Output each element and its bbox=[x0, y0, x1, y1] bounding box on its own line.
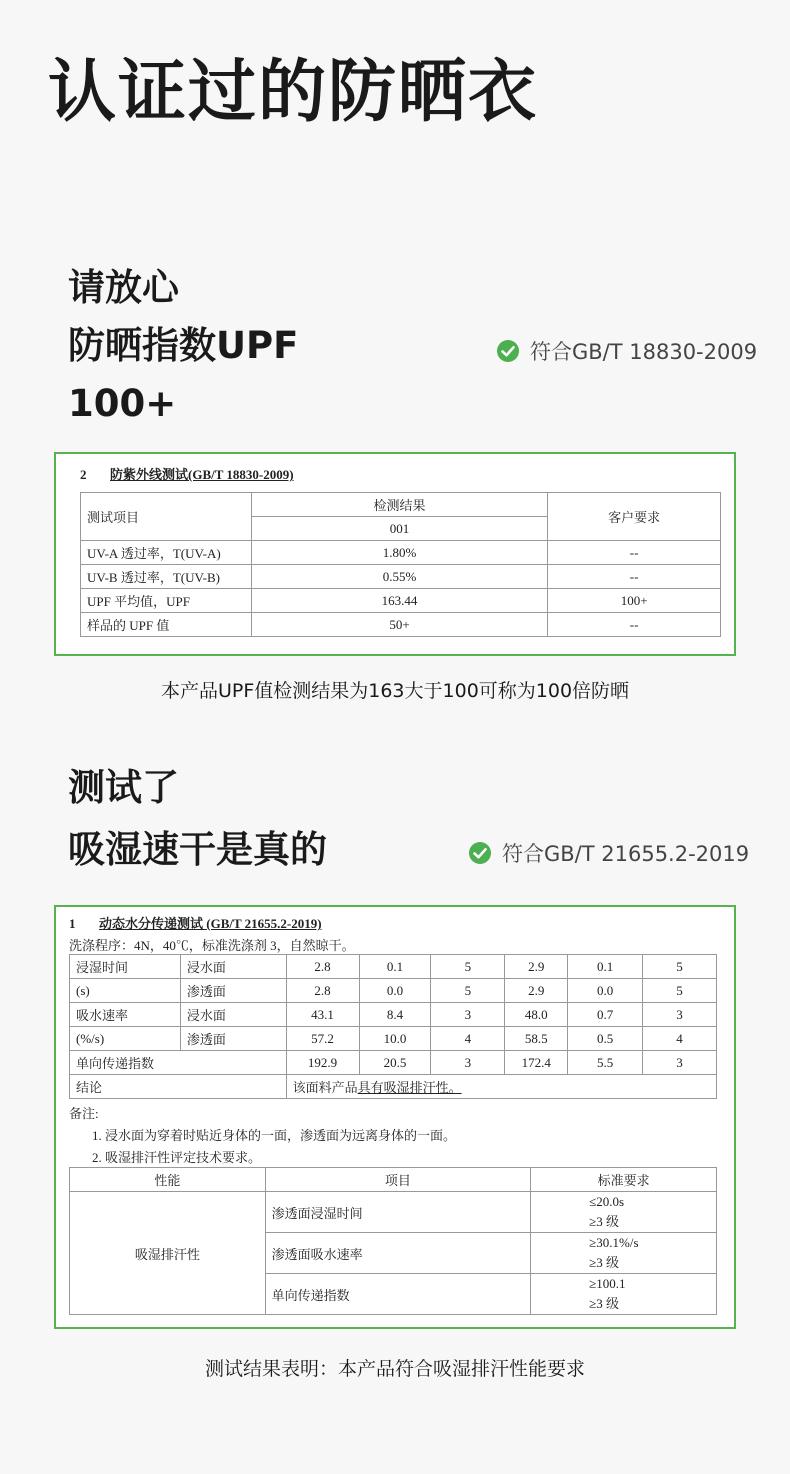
row-result: 163.44 bbox=[251, 589, 548, 613]
std-requirement bbox=[531, 1192, 717, 1233]
upf-result-table bbox=[80, 492, 721, 637]
moisture-report-heading bbox=[69, 913, 322, 932]
note-2: 2. 吸湿排汗性评定技术要求。 bbox=[92, 1150, 262, 1165]
std-col-item: 项目 bbox=[265, 1168, 531, 1192]
cell: 57.2 bbox=[286, 1027, 359, 1051]
col-result: 检测结果 bbox=[251, 493, 548, 517]
std-req-grade: ≥3 级 bbox=[589, 1255, 620, 1270]
std-requirement bbox=[531, 1233, 717, 1274]
table-row bbox=[70, 1192, 717, 1233]
check-circle-icon bbox=[468, 841, 492, 865]
std-req-value: ≤20.0s bbox=[589, 1194, 625, 1209]
moisture-report-number: 1 bbox=[69, 916, 76, 931]
wash-procedure: 洗涤程序：4N，40℃，标准洗涤剂 3，自然晾干。 bbox=[69, 938, 355, 953]
std-req-grade: ≥3 级 bbox=[589, 1296, 620, 1311]
cell: 3 bbox=[643, 1051, 717, 1075]
upf-report-number: 2 bbox=[80, 467, 87, 482]
cell: 4 bbox=[431, 1027, 505, 1051]
std-item: 渗透面浸湿时间 bbox=[265, 1192, 531, 1233]
cell: 43.1 bbox=[286, 1003, 359, 1027]
row-item: UPF 平均值，UPF bbox=[81, 589, 252, 613]
absorb-rate-label: 吸水速率 bbox=[70, 1003, 181, 1027]
cell: 48.0 bbox=[505, 1003, 568, 1027]
table-row bbox=[70, 955, 717, 979]
conclusion-label: 结论 bbox=[70, 1075, 287, 1099]
cell: 5.5 bbox=[568, 1051, 643, 1075]
cell: 0.1 bbox=[568, 955, 643, 979]
col-test-item: 测试项目 bbox=[81, 493, 252, 541]
cell: 0.0 bbox=[359, 979, 431, 1003]
cell: 0.7 bbox=[568, 1003, 643, 1027]
upf-standard-badge bbox=[496, 336, 757, 366]
row-result: 50+ bbox=[251, 613, 548, 637]
upf-standard-text: 符合GB/T 18830-2009 bbox=[530, 340, 758, 364]
cell: 10.0 bbox=[359, 1027, 431, 1051]
cell: 5 bbox=[431, 955, 505, 979]
upf-report-heading bbox=[80, 464, 294, 483]
table-row bbox=[70, 1027, 717, 1051]
std-col-performance: 性能 bbox=[70, 1168, 266, 1192]
cell: 3 bbox=[431, 1003, 505, 1027]
std-col-requirement: 标准要求 bbox=[531, 1168, 717, 1192]
cell: 2.9 bbox=[505, 979, 568, 1003]
table-row bbox=[70, 1075, 717, 1099]
cell: 20.5 bbox=[359, 1051, 431, 1075]
row-item: UV-A 透过率，T(UV-A) bbox=[81, 541, 252, 565]
std-req-grade: ≥3 级 bbox=[589, 1214, 620, 1229]
moisture-standard-badge bbox=[468, 838, 749, 868]
cell: 0.1 bbox=[359, 955, 431, 979]
upf-heading-line2: 防晒指数UPF bbox=[68, 324, 299, 367]
face-label: 渗透面 bbox=[180, 1027, 286, 1051]
absorb-rate-unit: (%/s) bbox=[70, 1027, 181, 1051]
moisture-caption: 测试结果表明：本产品符合吸湿排汗性能要求 bbox=[204, 1358, 585, 1380]
cell: 58.5 bbox=[505, 1027, 568, 1051]
table-row bbox=[81, 613, 721, 637]
page-title: 认证过的防晒衣 bbox=[48, 53, 539, 132]
cell: 0.5 bbox=[568, 1027, 643, 1051]
col-requirement: 客户要求 bbox=[548, 493, 721, 541]
moisture-heading-line1: 测试了 bbox=[68, 766, 179, 809]
cell: 5 bbox=[431, 979, 505, 1003]
wet-time-unit: (s) bbox=[70, 979, 181, 1003]
row-requirement: -- bbox=[548, 565, 721, 589]
check-circle-icon bbox=[496, 339, 520, 363]
row-requirement: -- bbox=[548, 613, 721, 637]
table-row bbox=[70, 979, 717, 1003]
upf-heading-line1: 请放心 bbox=[68, 266, 179, 309]
moisture-test-report bbox=[54, 905, 736, 1329]
row-result: 0.55% bbox=[251, 565, 548, 589]
cell: 5 bbox=[643, 979, 717, 1003]
cell: 2.9 bbox=[505, 955, 568, 979]
moisture-heading-line2: 吸湿速干是真的 bbox=[68, 828, 327, 871]
cell: 4 bbox=[643, 1027, 717, 1051]
row-result: 1.80% bbox=[251, 541, 548, 565]
row-requirement: 100+ bbox=[548, 589, 721, 613]
face-label: 浸水面 bbox=[180, 955, 286, 979]
upf-report-title: 防紫外线测试(GB/T 18830-2009) bbox=[110, 467, 294, 482]
cell: 192.9 bbox=[286, 1051, 359, 1075]
standard-requirement-table bbox=[69, 1167, 717, 1315]
std-item: 渗透面吸水速率 bbox=[265, 1233, 531, 1274]
note-1: 1. 浸水面为穿着时贴近身体的一面，渗透面为远离身体的一面。 bbox=[92, 1128, 457, 1143]
cell: 2.8 bbox=[286, 979, 359, 1003]
wet-time-label: 浸湿时间 bbox=[70, 955, 181, 979]
cell: 172.4 bbox=[505, 1051, 568, 1075]
cell: 8.4 bbox=[359, 1003, 431, 1027]
row-item: 样品的 UPF 值 bbox=[81, 613, 252, 637]
row-requirement: -- bbox=[548, 541, 721, 565]
index-label: 单向传递指数 bbox=[70, 1051, 287, 1075]
upf-heading-line3: 100+ bbox=[68, 382, 177, 425]
upf-test-report bbox=[54, 452, 736, 656]
conclusion-prefix: 该面料产品 bbox=[292, 1080, 358, 1095]
table-row bbox=[70, 1003, 717, 1027]
cell: 3 bbox=[431, 1051, 505, 1075]
cell: 5 bbox=[643, 955, 717, 979]
cell: 0.0 bbox=[568, 979, 643, 1003]
face-label: 渗透面 bbox=[180, 979, 286, 1003]
std-performance: 吸湿排汗性 bbox=[70, 1192, 266, 1315]
table-row bbox=[81, 541, 721, 565]
moisture-standard-text: 符合GB/T 21655.2-2019 bbox=[502, 842, 750, 866]
std-item: 单向传递指数 bbox=[265, 1274, 531, 1315]
row-item: UV-B 透过率，T(UV-B) bbox=[81, 565, 252, 589]
table-row bbox=[81, 565, 721, 589]
face-label: 浸水面 bbox=[180, 1003, 286, 1027]
moisture-result-table bbox=[69, 954, 717, 1099]
table-row bbox=[81, 589, 721, 613]
cell: 2.8 bbox=[286, 955, 359, 979]
upf-caption: 本产品UPF值检测结果为163大于100可称为100倍防晒 bbox=[160, 680, 630, 702]
table-row bbox=[70, 1051, 717, 1075]
std-req-value: ≥100.1 bbox=[589, 1276, 626, 1291]
std-requirement bbox=[531, 1274, 717, 1315]
cell: 3 bbox=[643, 1003, 717, 1027]
std-req-value: ≥30.1%/s bbox=[589, 1235, 639, 1250]
moisture-report-title: 动态水分传递测试 (GB/T 21655.2-2019) bbox=[99, 916, 322, 931]
conclusion-text bbox=[286, 1075, 716, 1099]
col-sample-id: 001 bbox=[251, 517, 548, 541]
notes-label: 备注: bbox=[69, 1106, 99, 1121]
conclusion-result: 具有吸湿排汗性。 bbox=[357, 1080, 462, 1095]
